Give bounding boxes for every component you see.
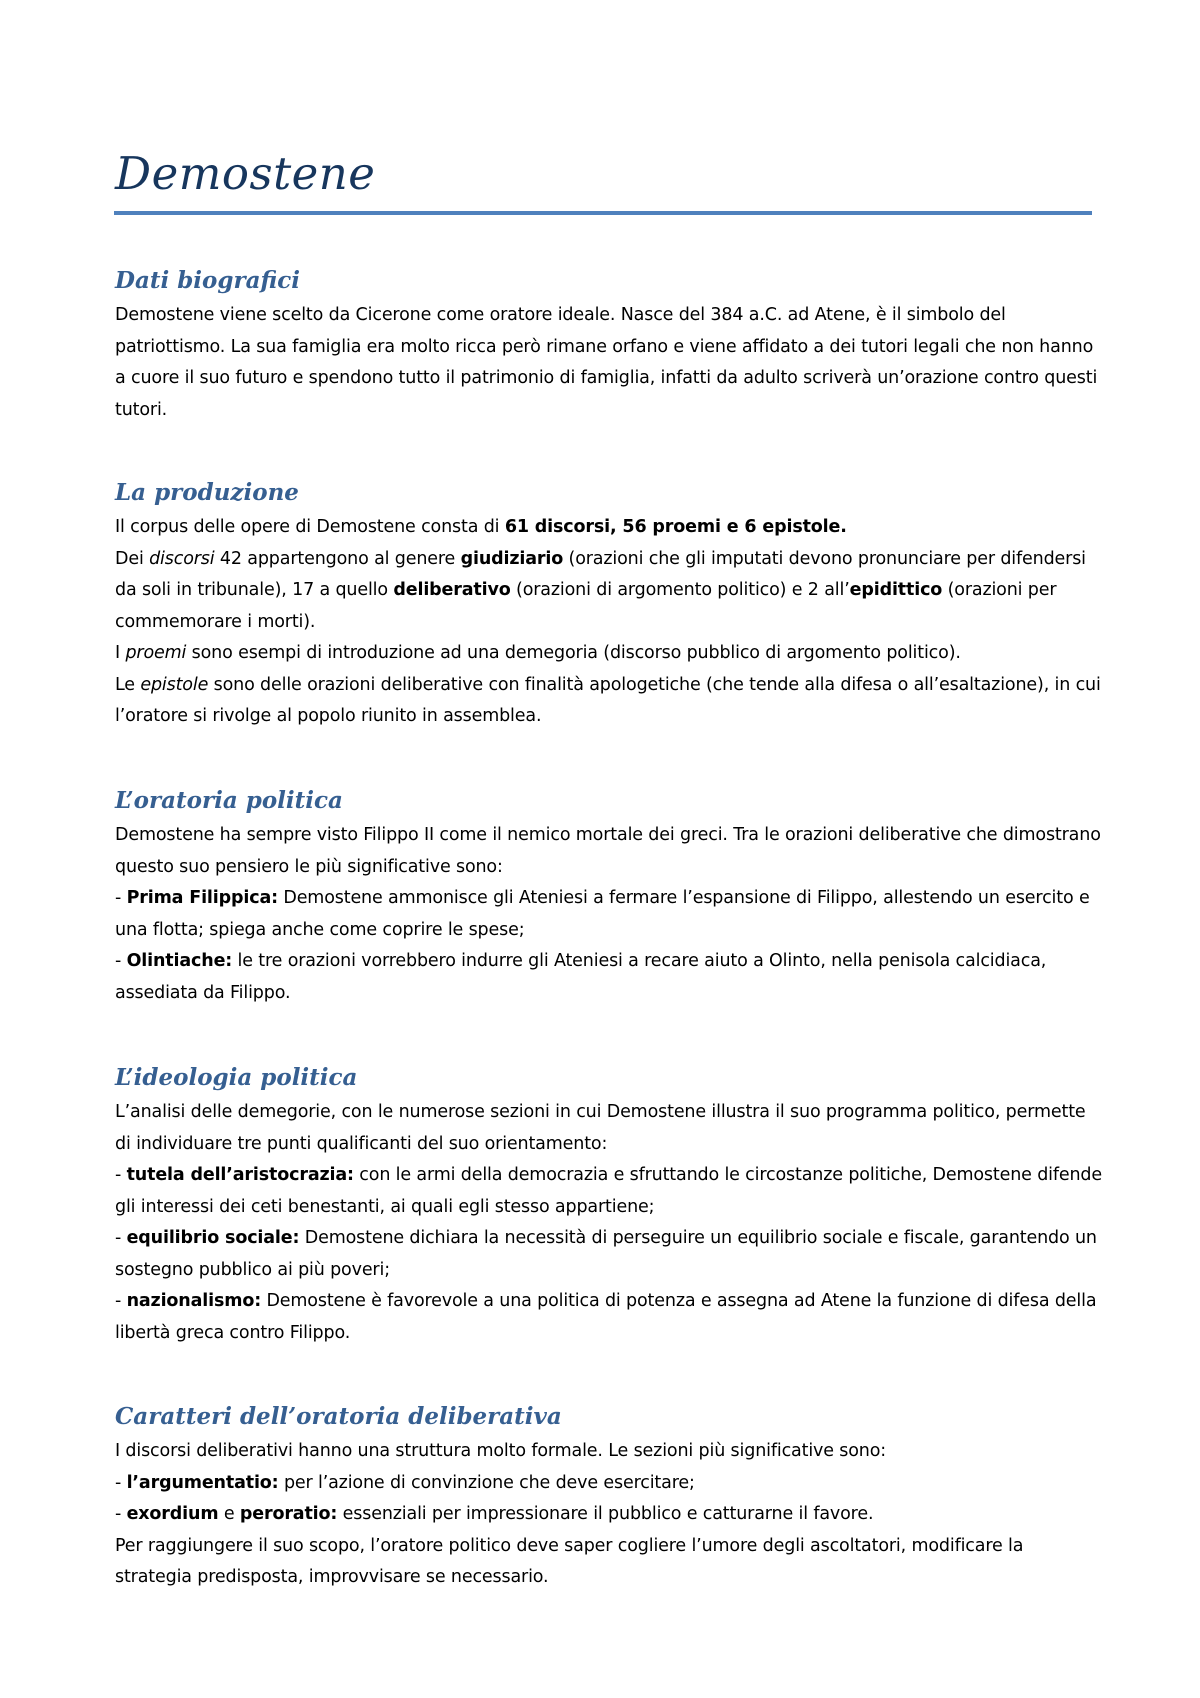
item-term: tutela dell’aristocrazia:	[126, 1165, 354, 1185]
section-heading: L’oratoria politica	[115, 787, 343, 814]
section-ideologia-politica	[115, 1063, 1105, 1349]
item-term: nazionalismo:	[126, 1291, 262, 1311]
item-term: Prima Filippica:	[126, 888, 278, 908]
paragraph-produzione	[115, 512, 1105, 733]
item-term: l’argumentatio:	[126, 1472, 279, 1493]
term-epistole: epistole	[140, 674, 209, 695]
section-caratteri-oratoria-deliberativa	[115, 1402, 1105, 1594]
section-heading: Caratteri dell’oratoria deliberativa	[115, 1403, 562, 1430]
genre-epidittico: epidittico	[849, 580, 943, 600]
section-heading: Dati biografici	[115, 267, 300, 294]
item-term: peroratio:	[239, 1504, 338, 1524]
section-heading: La produzione	[115, 479, 299, 506]
list-item: - tutela dell’aristocrazia: con le armi della democrazia e sfruttando le circostanze politiche, Demostene difende gli interessi dei ceti benestanti, ai quali egli stesso appartiene;	[115, 1165, 1103, 1217]
intro-text: L’analisi delle demegorie, con le numerose sezioni in cui Demostene illustra il suo programma politico, permette di individuare tre punti qualificanti del suo orientamento:	[115, 1102, 1086, 1154]
genre-deliberativo: deliberativo	[393, 580, 511, 600]
section-la-produzione	[115, 478, 1105, 733]
section-oratoria-politica	[115, 786, 1105, 1009]
list-item: - Prima Filippica: Demostene ammonisce gli Ateniesi a fermare l’espansione di Filippo, allestendo un esercito e una flotta; spiega anche come coprire le spese;	[115, 888, 1090, 940]
corpus-line: Il corpus delle opere di Demostene consta di 61 discorsi, 56 proemi e 6 epistole.	[115, 517, 847, 537]
intro-text: I discorsi deliberativi hanno una struttura molto formale. Le sezioni più significative sono:	[115, 1441, 887, 1461]
list-item: - l’argumentatio: per l’azione di convinzione che deve esercitare;	[115, 1472, 695, 1493]
intro-text: Demostene ha sempre visto Filippo II come il nemico mortale dei greci. Tra le orazioni deliberative che dimostrano questo suo pensiero le più significative sono:	[115, 825, 1101, 877]
title-underline	[114, 211, 1092, 215]
discorsi-line: Dei discorsi 42 appartengono al genere giudiziario (orazioni che gli imputati devono pronunciare per difendersi da soli in tribunale), 17 a quello deliberativo (orazioni di argomento politico) e 2 all’epidittico (orazioni per commemorare i morti).	[115, 548, 1086, 632]
document-title: Demostene	[115, 147, 376, 200]
outro-text: Per raggiungere il suo scopo, l’oratore politico deve saper cogliere l’umore degli ascoltatori, modificare la strategia predisposta, improvvisare se necessario.	[115, 1535, 1024, 1587]
term-discorsi: discorsi	[149, 548, 215, 569]
epistole-line: Le epistole sono delle orazioni deliberative con finalità apologetiche (che tende alla difesa o all’esaltazione), in cui l’oratore si rivolge al popolo riunito in assemblea.	[115, 674, 1101, 726]
section-dati-biografici	[115, 266, 1105, 426]
paragraph-biografia: Demostene viene scelto da Cicerone come oratore ideale. Nasce del 384 a.C. ad Atene, è il simbolo del patriottismo. La sua famiglia era molto ricca però rimane orfano e viene affidato a dei tutori legali che non hanno a cuore il suo futuro e spendono tutto il patrimonio di famiglia, infatti da adulto scriverà un’orazione contro questi tutori.	[115, 305, 1098, 420]
term-proemi: proemi	[125, 643, 187, 663]
paragraph-caratteri	[115, 1436, 1105, 1594]
paragraph-ideologia-politica	[115, 1097, 1105, 1349]
item-term: Olintiache:	[126, 951, 233, 971]
list-item: - exordium e peroratio: essenziali per impressionare il pubblico e catturarne il favore.	[115, 1504, 874, 1524]
list-item: - Olintiache: le tre orazioni vorrebbero indurre gli Ateniesi a recare aiuto a Olinto, nella penisola calcidiaca, assediata da Filippo.	[115, 951, 1047, 1003]
item-term: equilibrio sociale:	[126, 1228, 300, 1248]
item-term: exordium	[126, 1504, 219, 1524]
proemi-line: I proemi sono esempi di introduzione ad una demegoria (discorso pubblico di argomento politico).	[115, 643, 961, 663]
genre-giudiziario: giudiziario	[460, 548, 564, 569]
corpus-count: 61 discorsi, 56 proemi e 6 epistole.	[504, 517, 847, 537]
section-heading: L’ideologia politica	[115, 1064, 358, 1091]
list-item: - nazionalismo: Demostene è favorevole a una politica di potenza e assegna ad Atene la funzione di difesa della libertà greca contro Filippo.	[115, 1291, 1097, 1343]
paragraph-oratoria-politica	[115, 820, 1105, 1009]
list-item: - equilibrio sociale: Demostene dichiara la necessità di perseguire un equilibrio sociale e fiscale, garantendo un sostegno pubblico ai più poveri;	[115, 1228, 1097, 1280]
